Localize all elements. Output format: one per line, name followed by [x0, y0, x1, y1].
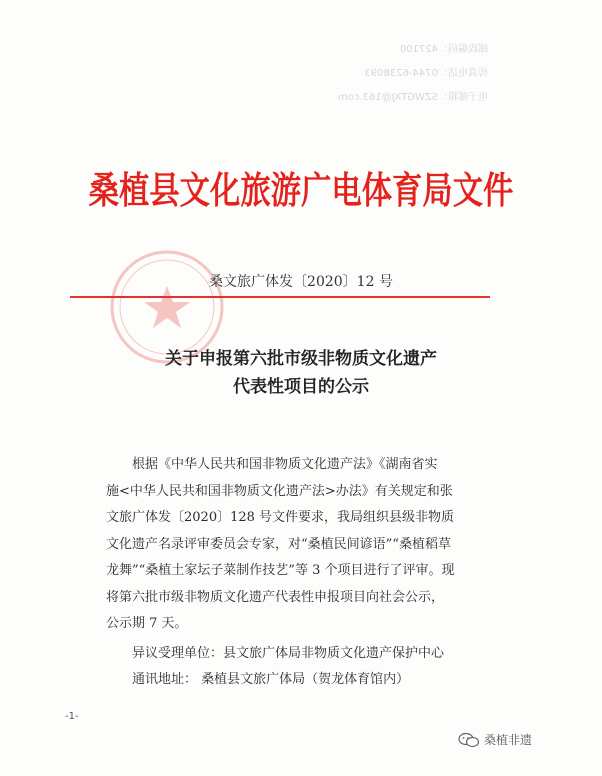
- bleed-line: 传真电话：0744-6238093: [364, 68, 488, 79]
- body-line: 根据《中华人民共和国非物质文化遗产法》《湖南省实: [132, 457, 438, 472]
- bleed-line: 邮政编码：427100: [399, 44, 488, 55]
- red-divider-line: [70, 296, 490, 298]
- objection-unit: 异议受理单位：县文旅广体局非物质文化遗产保护中心: [132, 645, 445, 661]
- wechat-watermark: [458, 731, 532, 748]
- body-line: 文化遗产名录评审委员会专家，对“桑植民间谚语”“桑植稻草: [106, 536, 451, 552]
- notice-body: [106, 452, 496, 694]
- document-number: 桑文旅广体发〔2020〕12 号: [209, 274, 393, 290]
- watermark-label: 桑植非遗: [484, 733, 533, 747]
- document-title: 桑植县文化旅游广电体育局文件: [88, 168, 514, 212]
- page-number: -1-: [65, 711, 79, 722]
- body-line: 文旅广体发〔2020〕128 号文件要求，我局组织县级非物质: [106, 510, 455, 525]
- bleed-through-text: [318, 38, 488, 110]
- bleed-line: 电子邮箱：SZWGTXJ@163.com: [337, 92, 488, 103]
- heading-line-1: 关于申报第六批市级非物质文化遗产: [165, 349, 437, 369]
- mailing-address: 通讯地址： 桑植县文旅广体局（贺龙体育馆内）: [132, 672, 410, 687]
- notice-heading: [0, 345, 602, 401]
- body-line: 将第六批市级非物质文化遗产代表性申报项目向社会公示，: [106, 589, 445, 605]
- body-line: 施<中华人民共和国非物质文化遗产法>办法》有关规定和张: [106, 483, 453, 499]
- body-line: 龙舞”“桑植土家坛子菜制作技艺”等 3 个项目进行了评审。现: [106, 563, 455, 578]
- wechat-icon: [458, 732, 480, 748]
- heading-line-2: 代表性项目的公示: [233, 377, 369, 397]
- body-line: 公示期 7 天。: [106, 616, 188, 631]
